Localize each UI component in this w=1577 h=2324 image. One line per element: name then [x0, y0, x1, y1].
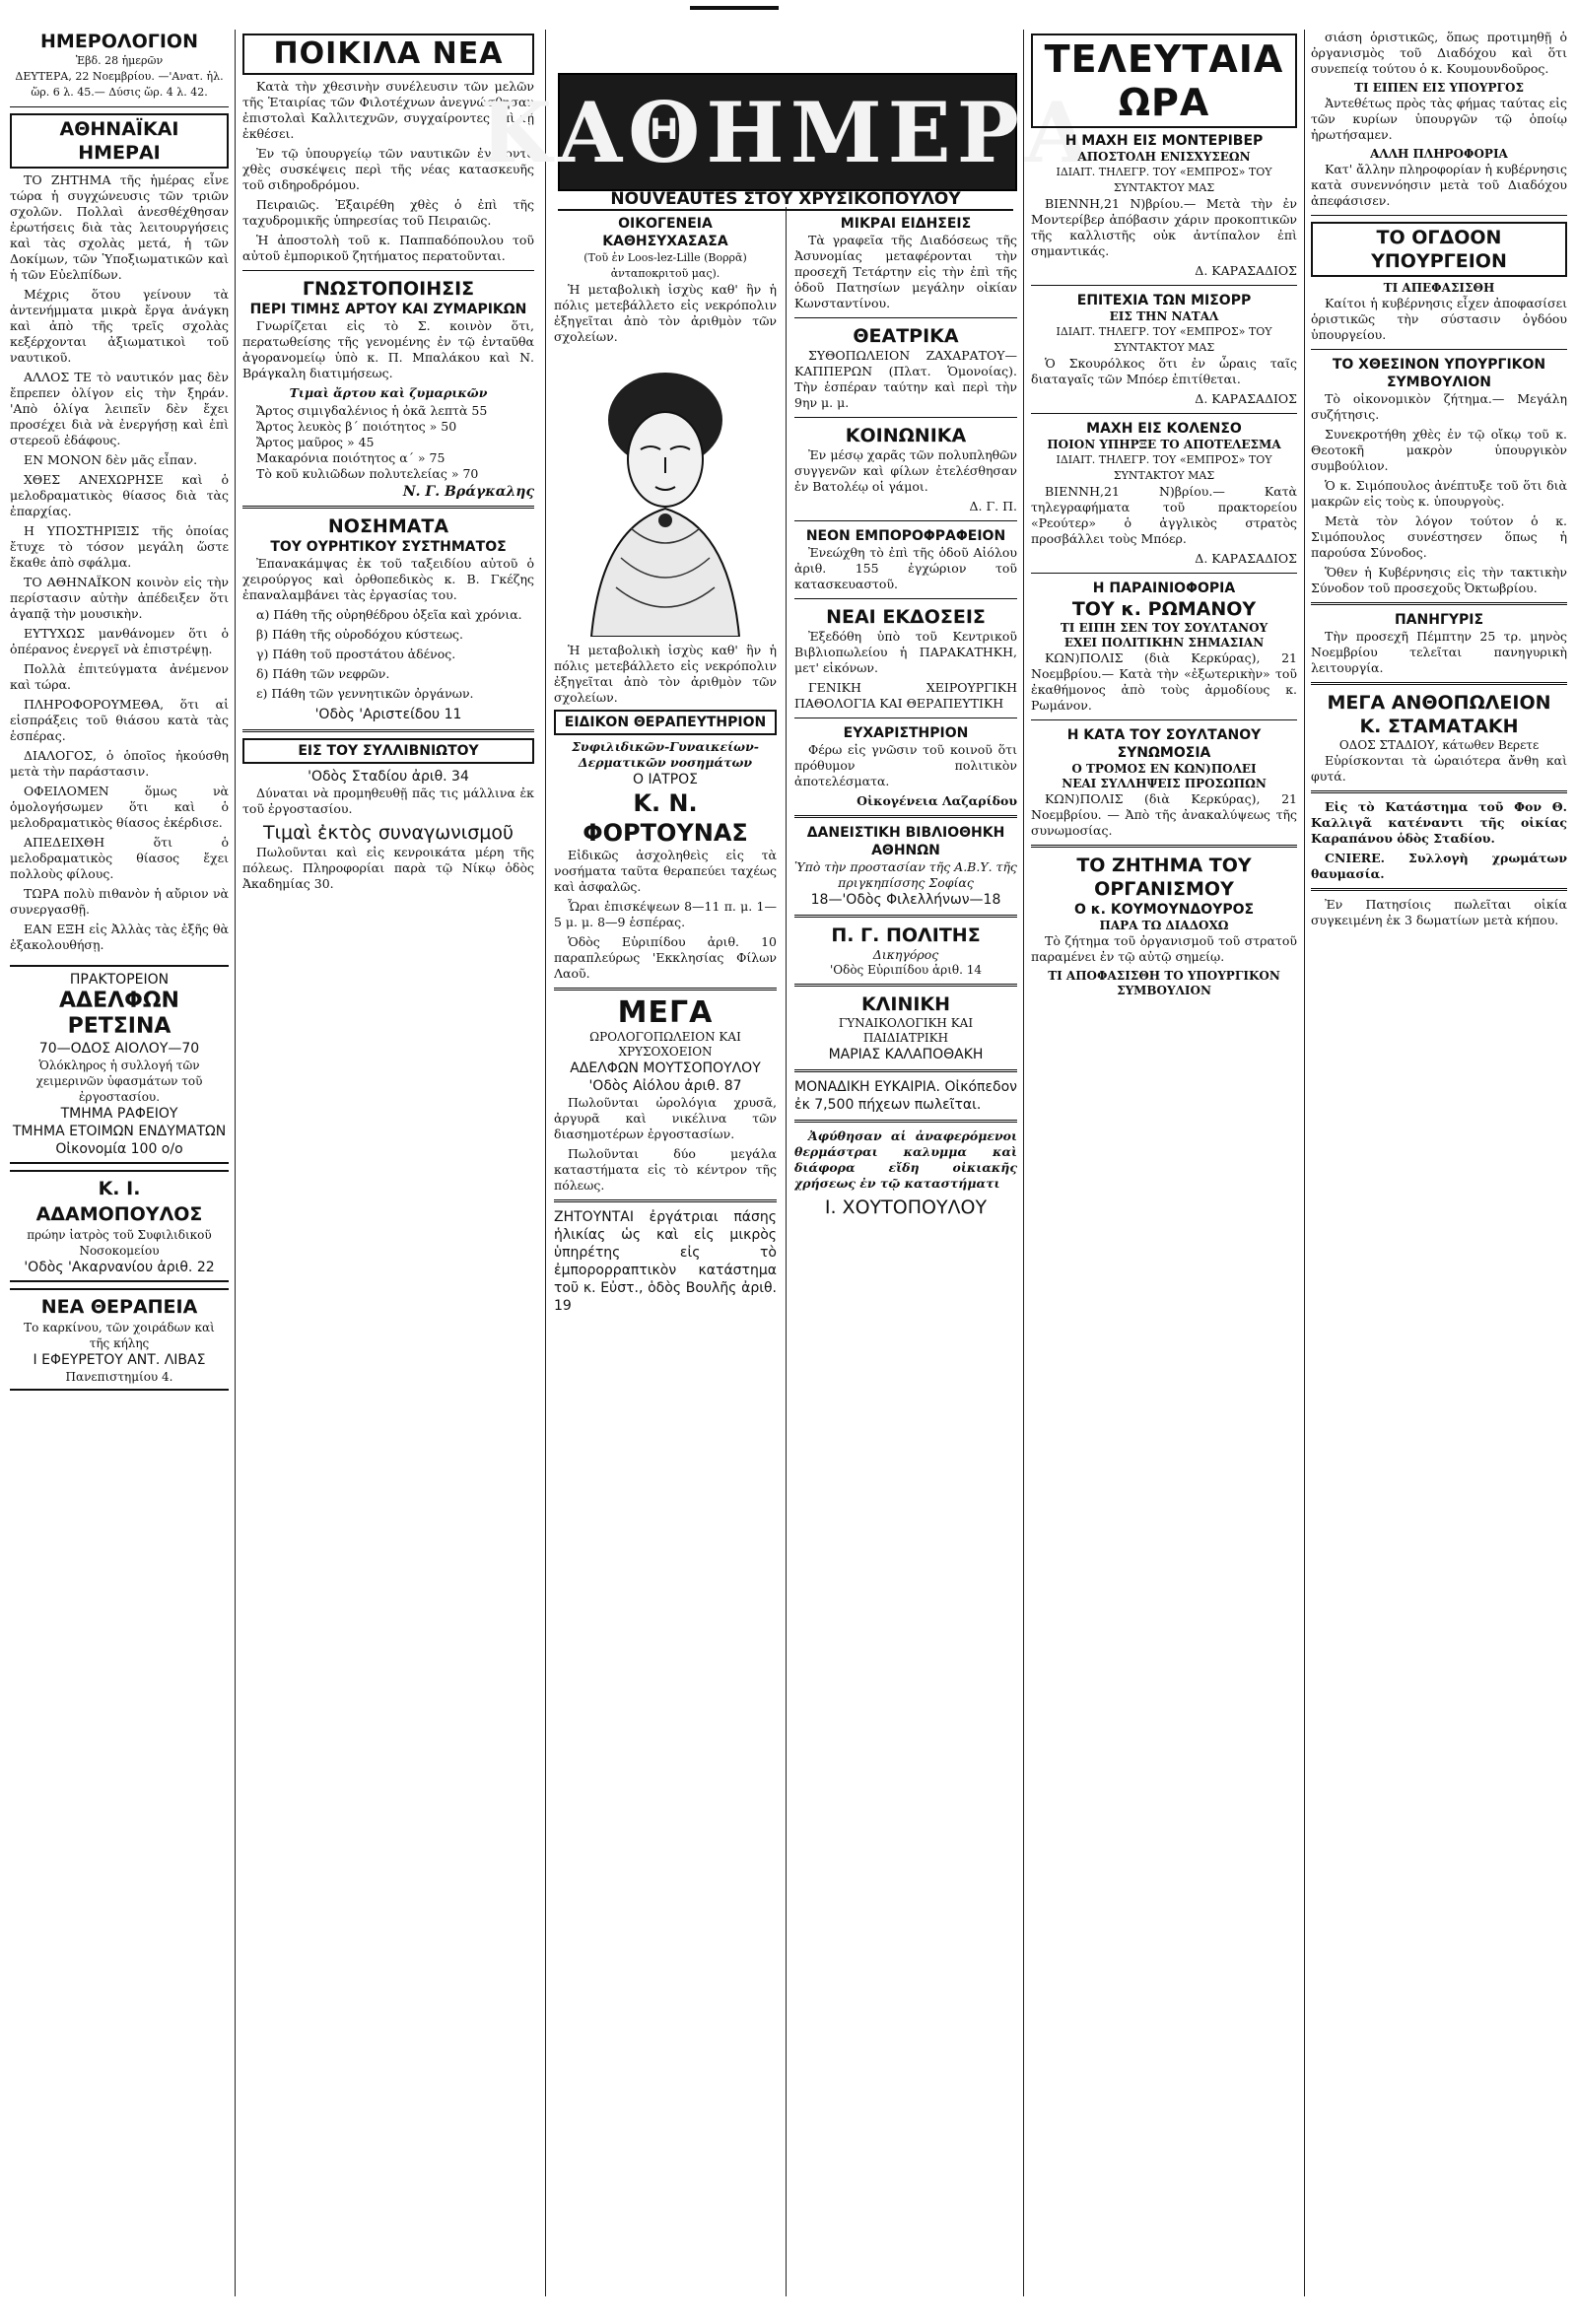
article-signature: Δ. ΚΑΡΑΣΑΔΙΟΣ — [1195, 263, 1297, 278]
article-title: ΚΟΙΝΩΝΙΚΑ — [845, 425, 967, 446]
ad-body: Δύναται νὰ προμηθευθῇ πᾶς τις μάλλινα ἐκ τοῦ ἐργοστασίου. — [242, 786, 534, 816]
ad-address: ΟΔΟΣ ΣΤΑΔΙΟΥ, κάτωθεν Βερετε — [1338, 738, 1540, 752]
article-subtitle: ΠΟΙΟΝ ΥΠΗΡΞΕ ΤΟ ΑΠΟΤΕΛΕΣΜΑ — [1047, 438, 1281, 451]
column-4 — [794, 215, 1017, 2294]
ad-body: Ἀφύθησαν αἱ ἀναφερόμενοι θερμάστραι καλυμμα καὶ διάφορα εἴδη οἰκιακῆς χρήσεως ἐν τῷ καταστήματι — [794, 1128, 1017, 1191]
column-rule — [786, 207, 787, 2296]
article-paragraph: ΑΛΛΟΣ ΤΕ τὸ ναυτικόν μας δὲν ἔπρεπεν ὀλίγον εἰς τὴν ξηράν. 'Απὸ ὁλίγα λειπεῖν δὲν ἔχει προσέχει διὰ νὰ ἐνεργήσῃ καὶ ἐπὶ στερεοῦ ἐδάφους. — [10, 370, 229, 447]
notice-body: Γνωρίζεται εἰς τὸ Σ. κοινὸν ὅτι, περατωθείσης τῆς γενομένης ἐν τῷ ἐνταῦθα ἀγορανομείῳ ὑπὸ κ. Π. Μπαλάκου καὶ Ν. Βράγκαλη διατιμήσεως. — [242, 318, 534, 380]
article-paragraph: ΠΛΗΡΟΦΟΡΟΥΜΕΘΑ, ὅτι αἱ εἰσπράξεις τοῦ θιάσου κατὰ τὰς ἑσπέρας. — [10, 697, 229, 743]
column-rule — [1304, 30, 1305, 2296]
article-paragraph: ΤΟ ΖΗΤΗΜΑ τῆς ἡμέρας εἶνε τώρα ἡ συγχώνευσις τῶν τριῶν σχολῶν. Πολλαὶ ἀνεσθέχθησαν ἐρωτήσεις διὰ τὰς λειτουργήσεις καὶ τὰς σχολὰς μετά, ἡ τῶν Δοκίμων, τῶν Ὑποξιωματικῶν καὶ ἡ τῶν Εὐελπίδων. — [10, 172, 229, 282]
article-paragraph: Μετὰ τὸν λόγον τούτον ὁ κ. Σιμόπουλος συνέστησεν ὅπως ἡ παρούσα Σύνοδος. — [1311, 513, 1567, 560]
article-subtitle: ΑΠΟΣΤΟΛΗ ΕΝΙΣΧΥΣΕΩΝ — [1077, 150, 1251, 164]
article-subtitle: ΤΙ ΕΙΠΕΝ ΕΙΣ ΥΠΟΥΡΓΟΣ — [1354, 81, 1524, 95]
ad-name: Ι ΕΦΕΥΡΕΤΟΥ ΑΝΤ. ΛΙΒΑΣ — [33, 1352, 206, 1368]
article-subtitle: ΤΙ ΕΙΠΗ ΣΕΝ ΤΟΥ ΣΟΥΛΤΑΝΟΥ — [1060, 621, 1268, 635]
ad-body: ΖΗΤΟΥΝΤΑΙ ἐργάτριαι πάσης ἡλικίας ὡς καὶ εἰς μικρὸς ὑπηρέτης εἰς τὸ ἐμπορορραπτικὸν κατάστημα τοῦ κ. Εὐστ., ὁδὸς Βουλῆς ἀριθ. 19 — [554, 1209, 777, 1314]
price-list-title: Τιμαὶ ἄρτου καὶ ζυμαρικῶν — [289, 385, 488, 400]
article-subtitle: ΠΑΡΑ ΤΩ ΔΙΑΔΟΧΩ — [1099, 919, 1229, 932]
ad-subtitle: Ὑπὸ τὴν προστασίαν τῆς Α.Β.Υ. τῆς πριγκηπίσσης Σοφίας — [794, 859, 1017, 890]
ad-body: Ἐν Πατησίοις πωλεῖται οἰκία συγκειμένη ἐκ 3 δωματίων μετὰ κήπου. — [1311, 897, 1567, 927]
article-paragraph: Ὁ Σκουρόλκος ὅτι ἐν ὧραις ταῖς διαταγαῖς τῶν Μπόερ ἐπιτίθεται. — [1031, 356, 1297, 386]
article-paragraph: Ἡ μεταβολικὴ ἰσχὺς καθ' ἣν ἡ πόλις μετεβάλλετο εἰς νεκρόπολιν ἐξηγεῖται ἀπὸ τὸν ἀριθμὸν τῶν σχολείων. — [554, 282, 777, 344]
article-paragraph: Καίτοι ἡ κυβέρνησις εἶχεν ἀποφασίσει ὁριστικῶς τὴν σύστασιν ὀγδόου ὑπουργείου. — [1311, 296, 1567, 342]
ad-title: ΜΕΓΑ — [617, 995, 714, 1030]
ad-item: ε) Πάθη τῶν γεννητικῶν ὀργάνων. — [256, 686, 474, 701]
article-paragraph: Πειραιῶς. Ἐξαιρέθη χθὲς ὁ ἐπὶ τῆς ταχυδρομικῆς ὑπηρεσίας τοῦ Πειραιῶς. — [242, 197, 534, 228]
article-subtitle: ΝΕΑΙ ΣΥΛΛΗΨΕΙΣ ΠΡΟΣΩΠΩΝ — [1062, 777, 1267, 790]
ad-name: ΑΔΕΛΦΩΝ ΜΟΥΤΣΟΠΟΥΛΟΥ — [570, 1060, 761, 1076]
ad-body: Εἰς τὸ Κατάστημα τοῦ Φον Θ. Καλλιγᾶ κατέναντι τῆς οἰκίας Καραπάνου ὁδὸς Σταδίου. — [1311, 799, 1567, 846]
ad-item: β) Πάθη τῆς οὐροδόχου κύστεως. — [256, 627, 464, 642]
article-title: ΜΑΧΗ ΕΙΣ ΚΟΛΕΝΣΟ — [1086, 421, 1242, 437]
article-paragraph: ΒΙΕΝΝΗ,21 Ν)βρίου.— Κατὰ τηλεγραφήματα τοῦ πρακτορείου «Ρεούτερ» ὁ ἀγγλικὸς στρατὸς προσβάλλει τοὺς Μπόερ. — [1031, 484, 1297, 546]
ad-address: 'Οδὸς 'Ακαρνανίου ἀριθ. 22 — [24, 1260, 215, 1275]
article-subtitle: (Τοῦ ἐν Loos-lez-Lille (Βορρᾶ) ἀνταποκριτοῦ μας). — [583, 251, 747, 280]
ad-title: ΔΑΝΕΙΣΤΙΚΗ ΒΙΒΛΙΟΘΗΚΗ ΑΘΗΝΩΝ — [806, 825, 1005, 858]
ad-body: Πωλοῦνται καὶ εἰς κενροικάτα μέρη τῆς πόλεως. Πληροφορίαι παρὰ τῷ Νίκῳ ὁδὸς Ἀκαδημίας 30. — [242, 845, 534, 891]
article-paragraph: ΓΕΝΙΚΗ ΧΕΙΡΟΥΡΓΙΚΗ ΠΑΘΟΛΟΓΙΑ ΚΑΙ ΘΕΡΑΠΕΥΤΙΚΗ — [794, 680, 1017, 711]
price-item: Μακαρόνια ποιότητος α΄ » 75 — [256, 450, 446, 465]
calendar-week: Ἑβδ. 28 ἡμερῶν — [75, 54, 164, 67]
article-paragraph: ΕΑΝ ΕΞΗ εἰς Ἀλλὰς τὰς ἐξῆς θὰ ἐξακολουθήσῃ. — [10, 922, 229, 952]
price-item: Τὸ κοῦ κυλιῶδων πολυτελείας » 70 — [256, 466, 479, 481]
advertisement-doctor — [10, 1170, 229, 1282]
ad-address: 'Οδὸς 'Αριστείδου 11 — [314, 707, 462, 722]
article-subtitle: ΤΙ ΑΠΟΦΑΣΙΣΘΗ ΤΟ ΥΠΟΥΡΓΙΚΟΝ ΣΥΜΒΟΥΛΙΟΝ — [1048, 969, 1280, 997]
article-paragraph: Κατ' ἄλλην πληροφορίαν ἡ κυβέρνησις κατὰ συνεννόησιν μετὰ τοῦ Διαδόχου ἀπεφάσισεν. — [1311, 162, 1567, 208]
article-paragraph: ΚΩΝ)ΠΟΛΙΣ (διὰ Κερκύρας), 21 Νοεμβρίου. — Ἀπὸ τῆς ἀνακαλύψεως τῆς συνωμοσίας. — [1031, 791, 1297, 838]
column-1 — [10, 30, 229, 2296]
ad-title: ΕΙΔΙΚΟΝ ΘΕΡΑΠΕΥΤΗΡΙΟΝ — [554, 710, 777, 735]
article-paragraph: Φέρω εἰς γνῶσιν τοῦ κοινοῦ ὅτι πρόθυμον πολιτικὸν ἀποτελέσματα. — [794, 742, 1017, 788]
ad-title: Π. Γ. ΠΟΛΙΤΗΣ — [831, 924, 981, 946]
article-title: ΕΥΧΑΡΙΣΤΗΡΙΟΝ — [843, 725, 969, 741]
article-title: ΝΕΟΝ ΕΜΠΟΡΟΦΡΑΦΕΙΟΝ — [805, 528, 1006, 544]
ad-address: 18—'Οδὸς Φιλελλήνων—18 — [810, 892, 1001, 908]
article-title: ΟΙΚΟΓΕΝΕΙΑ ΚΑΘΗΣΥΧΑΣΑΣΑ — [602, 216, 728, 249]
column-rule — [545, 30, 546, 2296]
article-paragraph: ΣΥΘΟΠΩΛΕΙΟΝ ΖΑΧΑΡΑΤΟΥ—ΚΑΠΠΕΡΩΝ (Πλατ. Ὁμονοίας). Τὴν ἑσπέραν ταύτην καὶ περὶ τὴν 9ην μ. μ. — [794, 348, 1017, 410]
article-paragraph: ΔΙΑΛΟΓΟΣ, ὁ ὁποῖος ἠκούσθη μετὰ τὴν παράστασιν. — [10, 748, 229, 779]
ad-subtitle: ΩΡΟΛΟΓΟΠΩΛΕΙΟΝ ΚΑΙ ΧΡΥΣΟΧΟΕΙΟΝ — [589, 1030, 741, 1059]
article-title: ΤΟΥ κ. ΡΩΜΑΝΟΥ — [1071, 598, 1257, 620]
article-paragraph: ΕΥΤΥΧΩΣ μανθάνομεν ὅτι ὁ ὀπέρανος ἐνεργεῖ νὰ ἐπιστρέψῃ. — [10, 626, 229, 656]
ad-body: CNIERE. Συλλογὴ χρωμάτων θαυμασία. — [1311, 851, 1567, 881]
ad-title: ΚΛΙΝΙΚΗ — [860, 993, 951, 1015]
article-paragraph: Ἐν τῷ ὑπουργείῳ τῶν ναυτικῶν ἐγένοντο χθὲς συσκέψεις περὶ τῆς νέας κατασκευῆς τοῦ σιδηροδρόμου. — [242, 146, 534, 192]
logo-text: ΚΑΘΗΜΕΡΑ — [479, 83, 1096, 181]
article-paragraph: Ἐνεώχθη τὸ ἐπὶ τῆς ὁδοῦ Αἰόλου ἀριθ. 155 ἐγχώριον τοῦ κατασκευαστοῦ. — [794, 545, 1017, 591]
section-title-poikila: ΠΟΙΚΙΛΑ ΝΕΑ — [242, 34, 534, 75]
advertisement-retsina — [10, 965, 229, 1164]
ad-title: ΠΡΑΚΤΟΡΕΙΟΝ — [69, 972, 170, 988]
article-paragraph: Ἡ μεταβολικὴ ἰσχὺς καθ' ἣν ἡ πόλις μετεβάλλετο εἰς νεκρόπολιν ἐξηγεῖται ἀπὸ τὸν ἀριθμὸν τῶν σχολείων. — [554, 643, 777, 705]
ad-subtitle: ΓΥΝΑΙΚΟΛΟΓΙΚΗ ΚΑΙ ΠΑΙΔΙΑΤΡΙΚΗ — [838, 1016, 974, 1045]
ad-footer: Τιμαὶ ἐκτὸς συναγωνισμοῦ — [263, 822, 514, 844]
telegram-header: ΙΔΙΑΙΤ. ΤΗΛΕΓΡ. ΤΟΥ «ΕΜΠΡΟΣ» ΤΟΥ ΣΥΝΤΑΚΤΟΥ ΜΑΣ — [1056, 166, 1272, 194]
ad-name: Κ. Ν. ΦΟΡΤΟΥΝΑΣ — [583, 789, 748, 847]
price-item: Ἄρτος σιμιγδαλένιος ἡ ὀκᾶ λεπτὰ 55 — [256, 403, 488, 418]
ad-subtitle: Συφιλιδικῶν-Γυναικείων-Δερματικῶν νοσημάτων — [572, 739, 759, 770]
article-paragraph: Τὸ ζήτημα τοῦ ὀργανισμοῦ τοῦ στρατοῦ παραμένει ἐν τῷ αὐτῷ σημείῳ. — [1031, 933, 1297, 964]
article-paragraph: ΚΩΝ)ΠΟΛΙΣ (διὰ Κερκύρας), 21 Νοεμβρίου.— Κατὰ τὴν «ἐξωτερικὴν» τοῦ ἐκαθήμονος ἀπὸ τοὺς ἀρμοδίους κ. Ρωμάνον. — [1031, 650, 1297, 713]
article-paragraph: Τὰ γραφεῖα τῆς Διαδόσεως τῆς Ἀσυνομίας μεταφέρονται τὴν προσεχῆ Τετάρτην εἰς τὴν ἐπὶ τῆς ὁδοῦ Πατησίων μεγάλην οἰκίαν Κωνσταντίνου. — [794, 233, 1017, 310]
price-item: Ἄρτος μαῦρος » 45 — [256, 435, 375, 449]
article-subtitle: ΑΛΛΗ ΠΛΗΡΟΦΟΡΙΑ — [1370, 147, 1508, 161]
advertisement-therapy — [10, 1288, 229, 1391]
ad-title: ΜΕΓΑ ΑΝΘΟΠΩΛΕΙΟΝ — [1327, 692, 1551, 714]
article-paragraph: Ἡ ἀποστολὴ τοῦ κ. Παππαδόπουλου τοῦ αὐτοῦ ἐμπορικοῦ ζητήματος περατοῦνται. — [242, 233, 534, 263]
article-title: ΤΟ ΟΓΔΟΟΝ ΥΠΟΥΡΓΕΙΟΝ — [1311, 222, 1567, 277]
price-list — [242, 401, 534, 484]
article-paragraph: Ἐν μέσῳ χαρᾶς τῶν πολυπληθῶν συγγενῶν καὶ φίλων ἐτελέσθησαν ἐν Βατολέῳ οἱ γάμοι. — [794, 447, 1017, 494]
article-paragraph: σιάση ὁριστικῶς, ὅπως προτιμηθῇ ὁ ὀργανισμὸς τοῦ Διαδόχου καὶ ὅτι συνεπείᾳ τούτου ὁ κ. Κουμουνδοῦρος. — [1311, 30, 1567, 76]
article-title: ΜΙΚΡΑΙ ΕΙΔΗΣΕΙΣ — [840, 216, 972, 232]
price-item: Ἄρτος λευκὸς β΄ ποιότητος » 50 — [256, 419, 457, 434]
ad-item: α) Πάθη τῆς οὐρηθέδρου ὀξεῖα καὶ χρόνια. — [256, 607, 522, 622]
article-signature: Δ. Γ. Π. — [969, 499, 1017, 513]
article-title: Η ΚΑΤΑ ΤΟΥ ΣΟΥΛΤΑΝΟΥ ΣΥΝΩΜΟΣΙΑ — [1066, 727, 1262, 761]
ad-title: ΝΕΑ ΘΕΡΑΠΕΙΑ — [40, 1296, 198, 1318]
article-subtitle: Ο ΤΡΟΜΟΣ ΕΝ ΚΩΝ)ΠΟΛΕΙ — [1071, 762, 1257, 776]
notice-signature: Ν. Γ. Βράγκαλης — [402, 484, 534, 500]
ad-section: ΤΜΗΜΑ ΡΑΦΕΙΟΥ — [60, 1106, 178, 1122]
woman-portrait-illustration — [572, 351, 759, 637]
article-paragraph: Πολλὰ ἐπιτεύγματα ἀνέμενον καὶ τώρα. — [10, 661, 229, 692]
article-signature: Δ. ΚΑΡΑΣΑΔΙΟΣ — [1195, 391, 1297, 406]
article-title: ΠΑΝΗΓΥΡΙΣ — [1394, 612, 1484, 628]
ad-name: ΑΔΕΛΦΩΝ ΡΕΤΣΙΝΑ — [59, 989, 179, 1039]
article-paragraph: Τὸ οἰκονομικὸν ζήτημα.— Μεγάλη συζήτησις. — [1311, 391, 1567, 422]
newspaper-logo — [479, 73, 1096, 191]
ad-item: δ) Πάθη τῶν νεφρῶν. — [256, 666, 390, 681]
ad-list — [242, 607, 534, 702]
calendar-title: ΗΜΕΡΟΛΟΓΙΟΝ — [40, 31, 198, 52]
article-paragraph: ΟΦΕΙΛΟΜΕΝ ὅμως νὰ ὁμολογήσωμεν ὅτι καὶ ὁ μελοδραματικὸς θίασος ἐκέρδισε. — [10, 784, 229, 830]
ad-subtitle: πρώην ἰατρὸς τοῦ Συφιλιδικοῦ Νοσοκομείου — [27, 1228, 212, 1258]
ad-address: 'Οδὸς Αἰόλου ἀριθ. 87 — [588, 1078, 742, 1094]
article-paragraph: ΧΘΕΣ ΑΝΕΧΩΡΗΣΕ καὶ ὁ μελοδραματικὸς θίασος διὰ τὰς ἐπαρχίας. — [10, 472, 229, 518]
ad-subtitle: ΤΟΥ ΟΥΡΗΤΙΚΟΥ ΣΥΣΤΗΜΑΤΟΣ — [270, 539, 507, 555]
ad-body: Εἰδικῶς ἀσχοληθεὶς εἰς τὰ νοσήματα ταῦτα θεραπεύει ταχέως καὶ ἀσφαλῶς. — [554, 848, 777, 894]
ad-name: Κ. Ι. ΑΔΑΜΟΠΟΥΛΟΣ — [35, 1178, 203, 1225]
calendar-date: ΔΕΥΤΕΡΑ, 22 Νοεμβρίου. —'Ανατ. ἡλ. ὥρ. 6 λ. 45.— Δύσις ὥρ. 4 λ. 42. — [15, 70, 224, 99]
article-paragraph: Συνεκροτήθη χθὲς ἐν τῷ οἴκῳ τοῦ κ. Θεοτοκῆ μακρὸν ὑπουργικὸν συμβούλιον. — [1311, 427, 1567, 473]
article-title: ΤΟ ΖΗΤΗΜΑ ΤΟΥ ΟΡΓΑΝΙΣΜΟΥ — [1076, 854, 1252, 900]
ad-body: Εὑρίσκονται τὰ ὡραιότερα ἄνθη καὶ φυτά. — [1311, 753, 1567, 784]
article-paragraph: Κατὰ τὴν χθεσινὴν συνέλευσιν τῶν μελῶν τῆς Ἑταιρίας τῶν Φιλοτέχνων ἀνεγνώσθησαν ἐπιστολαὶ Καλλιτεχνῶν, συγχαίροντες ἐπὶ τῇ ἐκθέσει. — [242, 79, 534, 141]
column-3 — [554, 215, 777, 2294]
ad-body: ΜΟΝΑΔΙΚΗ ΕΥΚΑΙΡΙΑ. Οἰκόπεδον ἐκ 7,500 πήχεων πωλεῖται. — [794, 1079, 1017, 1113]
article-paragraph: Μέχρις ὅτου γείνουν τὰ ἀντενήμματα μικρὰ ἔργα ἀνάγκη καὶ ἀπὸ τῆς τρεῖς σχολὰς κεξέρχονται ἀξιωματικοὶ τοῦ ναυτικοῦ. — [10, 287, 229, 365]
ad-address: 'Οδὸς Εὐριπίδου ἀριθ. 14 — [829, 963, 983, 977]
article-title: Η ΠΑΡΑΙΝΙΟΦΟΡΙΑ — [1092, 581, 1236, 596]
ad-title: ΝΟΣΗΜΑΤΑ — [327, 515, 449, 537]
ad-address: Πανεπιστημίου 4. — [65, 1370, 173, 1384]
article-subtitle: ΕΧΕΙ ΠΟΛΙΤΙΚΗΝ ΣΗΜΑΣΙΑΝ — [1063, 636, 1265, 649]
article-paragraph: ΒΙΕΝΝΗ,21 Ν)βρίου.— Μετὰ τὴν ἐν Μοντερίβερ ἀπόβασιν χάριν προκοπτικῶν τῆς καλλιστῆς οὐκ ἀντίπαλον ἐπὶ σημαντικάς. — [1031, 196, 1297, 258]
article-paragraph: Τὴν προσεχῆ Πέμπτην 25 τρ. μηνὸς Νοεμβρίου τελεῖται πανηγυρικὴ λειτουργία. — [1311, 629, 1567, 675]
article-paragraph: ΑΠΕΔΕΙΧΘΗ ὅτι ὁ μελοδραματικὸς θίασος ἔχει πολλοὺς φίλους. — [10, 835, 229, 881]
ad-title: ΕΙΣ ΤΟΥ ΣΥΛΛΙΒΝΙΩΤΟΥ — [242, 738, 534, 764]
article-title: ΤΟ ΧΘΕΣΙΝΟΝ ΥΠΟΥΡΓΙΚΟΝ ΣΥΜΒΟΥΛΙΟΝ — [1332, 357, 1546, 390]
article-paragraph: ΕΝ ΜΟΝΟΝ δὲν μᾶς εἶπαν. — [24, 452, 198, 467]
ad-text: Το καρκίνου, τῶν χοιράδων καὶ τῆς κήλης — [24, 1321, 215, 1350]
ad-item: γ) Πάθη τοῦ προστάτου ἀδένος. — [256, 647, 456, 661]
notice-title: ΓΝΩΣΤΟΠΟΙΗΣΙΣ — [302, 278, 475, 300]
ad-body: Πωλοῦνται ὡρολόγια χρυσᾶ, ἀργυρᾶ καὶ νικέλινα τῶν διασημοτέρων ἐργοστασίων. — [554, 1095, 777, 1141]
article-paragraph: Ἀντεθέτως πρὸς τὰς φήμας ταύτας εἰς τῶν κυρίων ὑπουργῶν τῷ ὁποίῳ ἠρωτήσαμεν. — [1311, 96, 1567, 142]
ad-label: Ο ΙΑΤΡΟΣ — [632, 772, 699, 787]
ad-hours: Ὧραι ἐπισκέψεων 8—11 π. μ. 1—5 μ. μ. 8—9 ἑσπέρας. — [554, 899, 777, 929]
article-paragraph: Ὅθεν ἡ Κυβέρνησις εἰς τὴν τακτικὴν Σύνοδον τοῦ προσεχοῦς Ὀκτωβρίου. — [1311, 565, 1567, 595]
article-signature: Δ. ΚΑΡΑΣΑΔΙΟΣ — [1195, 551, 1297, 566]
ad-subtitle: Δικηγόρος — [872, 947, 939, 962]
ad-body: Ἐπανακάμψας ἐκ τοῦ ταξειδίου αὐτοῦ ὁ χειρούργος καὶ ὀρθοπεδικὸς κ. Β. Γκέζης ἐπαναλαμβάνει τὰς ἐργασίας του. — [242, 556, 534, 602]
ad-address: 'Οδὸς Σταδίου ἀριθ. 34 — [308, 769, 469, 785]
athens-section-title: ΑΘΗΝΑΪΚΑΙ ΗΜΕΡΑΙ — [10, 113, 229, 169]
article-title: ΕΠΙΤΕΧΙΑ ΤΩΝ ΜΙΣΟΡΡ — [1076, 293, 1252, 308]
article-paragraph: Η ΥΠΟΣΤΗΡΙΞΙΣ τῆς ὁποίας ἔτυχε τὸ τόσον μεγάλη ὥστε ἔκαθε ἀπὸ σφάλμα. — [10, 523, 229, 570]
column-2 — [242, 30, 534, 2296]
telegram-header: ΙΔΙΑΙΤ. ΤΗΛΕΓΡ. ΤΟΥ «ΕΜΠΡΟΣ» ΤΟΥ ΣΥΝΤΑΚΤΟΥ ΜΑΣ — [1056, 453, 1272, 482]
column-rule — [235, 30, 236, 2296]
article-paragraph: ΤΟ ΑΘΗΝΑΪΚΟΝ κοινὸν εἰς τὴν περίστασιν αὐτὴν ἀπέδειξεν ὅτι ἀγαπᾷ τὴν μουσικὴν. — [10, 575, 229, 621]
article-signature: Οἰκογένεια Λαζαρίδου — [857, 793, 1017, 808]
column-rule — [1023, 30, 1024, 2296]
article-subtitle: Ο κ. ΚΟΥΜΟΥΝΔΟΥΡΟΣ — [1073, 902, 1255, 918]
masthead-banner: NOUVEAUTES ΣΤΟΥ ΧΡΥΣΙΚΟΠΟΥΛΟΥ — [558, 189, 1013, 211]
ad-address: 70—ΟΔΟΣ ΑΙΟΛΟΥ—70 — [38, 1041, 200, 1057]
article-subtitle: ΕΙΣ ΤΗΝ ΝΑΤΑΛ — [1109, 309, 1219, 323]
column-6 — [1311, 30, 1567, 2296]
ad-address: Ὁδὸς Εὐριπίδου ἀριθ. 10 παραπλεύρως 'Εκκλησίας Φίλων Λαοῦ. — [554, 934, 777, 981]
article-title: ΘΕΑΤΡΙΚΑ — [853, 325, 959, 347]
ad-text: Ὁλόκληρος ἡ συλλογή τῶν χειμερινῶν ὑφασμάτων τοῦ ἐργοστασίου. — [35, 1059, 203, 1104]
ad-text: Οἰκονομία 100 ο/ο — [55, 1141, 183, 1157]
ad-body: Πωλοῦνται δύο μεγάλα καταστήματα εἰς τὸ κέντρον τῆς πόλεως. — [554, 1146, 777, 1193]
article-paragraph: Ὁ κ. Σιμόπουλος ἀνέπτυξε τοῦ ὅτι διὰ μακρῶν εἰς τοὺς κ. ὑπουργοὺς. — [1311, 478, 1567, 509]
top-ornament — [690, 6, 779, 10]
article-paragraph: ΤΩΡΑ πολὺ πιθανὸν ἡ αὔριον νὰ συνεργασθῇ. — [10, 886, 229, 917]
article-title: Η ΜΑΧΗ ΕΙΣ ΜΟΝΤΕΡΙΒΕΡ — [1064, 133, 1264, 149]
article-subtitle: ΤΙ ΑΠΕΦΑΣΙΣΘΗ — [1383, 281, 1495, 295]
article-paragraph: Ἐξεδόθη ὑπὸ τοῦ Κεντρικοῦ Βιβλιοπωλείου ἡ ΠΑΡΑΚΑΤΗΚΗ, μετ' εἰκόνων. — [794, 629, 1017, 675]
ad-section: ΤΜΗΜΑ ΕΤΟΙΜΩΝ ΕΝΔΥΜΑΤΩΝ — [12, 1124, 227, 1139]
notice-subtitle: ΠΕΡΙ ΤΙΜΗΣ ΑΡΤΟΥ ΚΑΙ ΖΥΜΑΡΙΚΩΝ — [249, 302, 527, 317]
telegram-header: ΙΔΙΑΙΤ. ΤΗΛΕΓΡ. ΤΟΥ «ΕΜΠΡΟΣ» ΤΟΥ ΣΥΝΤΑΚΤΟΥ ΜΑΣ — [1056, 325, 1272, 354]
ad-name: Ι. ΧΟΥΤΟΠΟΥΛΟΥ — [824, 1196, 988, 1218]
column-5 — [1031, 30, 1297, 2296]
article-title: ΝΕΑΙ ΕΚΔΟΣΕΙΣ — [826, 606, 986, 628]
ad-name: Κ. ΣΤΑΜΑΤΑΚΗ — [1359, 716, 1519, 737]
ad-name: ΜΑΡΙΑΣ ΚΑΛΑΠΟΘΑΚΗ — [828, 1047, 984, 1062]
section-title-last-hour: ΤΕΛΕΥΤΑΙΑ ΩΡΑ — [1031, 34, 1297, 128]
